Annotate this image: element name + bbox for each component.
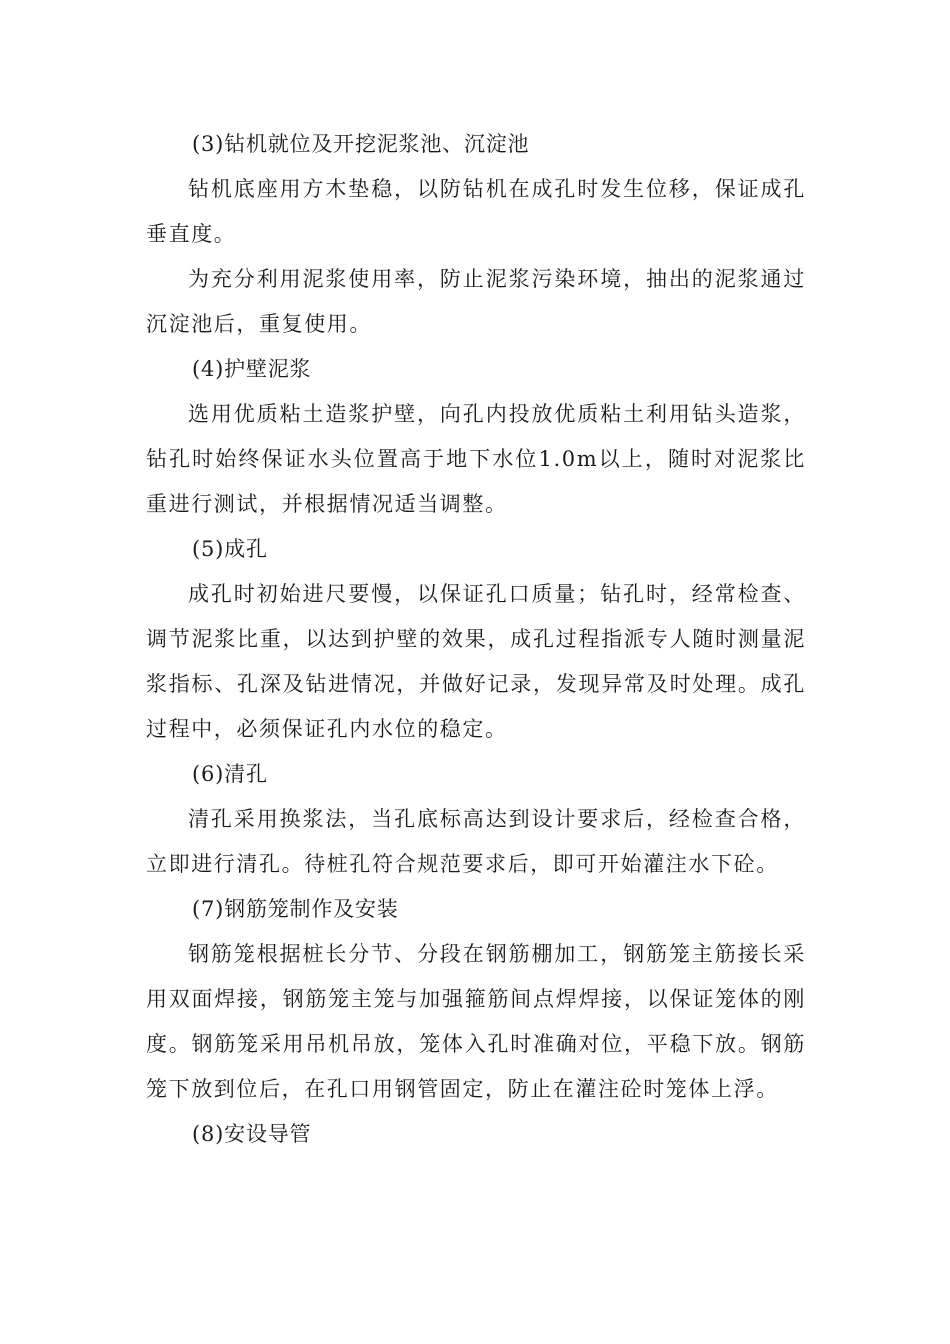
paragraph: 钻机底座用方木垫稳，以防钻机在成孔时发生位移，保证成孔垂直度。 — [146, 177, 806, 246]
paragraph: 成孔时初始进尺要慢，以保证孔口质量；钻孔时，经常检查、调节泥浆比重，以达到护壁的效果，成孔过程指派专人随时测量泥浆指标、孔深及钻进情况，并做好记录，发现异常及时处理。成孔过程中，必须保证孔内水位的稳定。 — [146, 582, 806, 741]
section-heading-6: (6)清孔 — [192, 762, 268, 786]
section-heading-8: (8)安设导管 — [192, 1122, 312, 1146]
paragraph: 清孔采用换浆法，当孔底标高达到设计要求后，经检查合格，立即进行清孔。待桩孔符合规范要求后，即可开始灌注水下砼。 — [146, 807, 806, 876]
section-heading-5: (5)成孔 — [192, 537, 268, 561]
document-body — [146, 122, 806, 1157]
paragraph: 钢筋笼根据桩长分节、分段在钢筋棚加工，钢筋笼主筋接长采用双面焊接，钢筋笼主笼与加强箍筋间点焊焊接，以保证笼体的刚度。钢筋笼采用吊机吊放，笼体入孔时准确对位，平稳下放。钢筋笼下放到位后，在孔口用钢管固定，防止在灌注砼时笼体上浮。 — [146, 942, 806, 1101]
paragraph: 为充分利用泥浆使用率，防止泥浆污染环境，抽出的泥浆通过沉淀池后，重复使用。 — [146, 267, 806, 336]
section-heading-7: (7)钢筋笼制作及安装 — [192, 897, 399, 921]
section-heading-3: (3)钻机就位及开挖泥浆池、沉淀池 — [192, 132, 530, 156]
section-heading-4: (4)护壁泥浆 — [192, 357, 312, 381]
paragraph: 选用优质粘土造浆护壁，向孔内投放优质粘土利用钻头造浆，钻孔时始终保证水头位置高于地下水位1.0m以上，随时对泥浆比重进行测试，并根据情况适当调整。 — [146, 402, 806, 516]
